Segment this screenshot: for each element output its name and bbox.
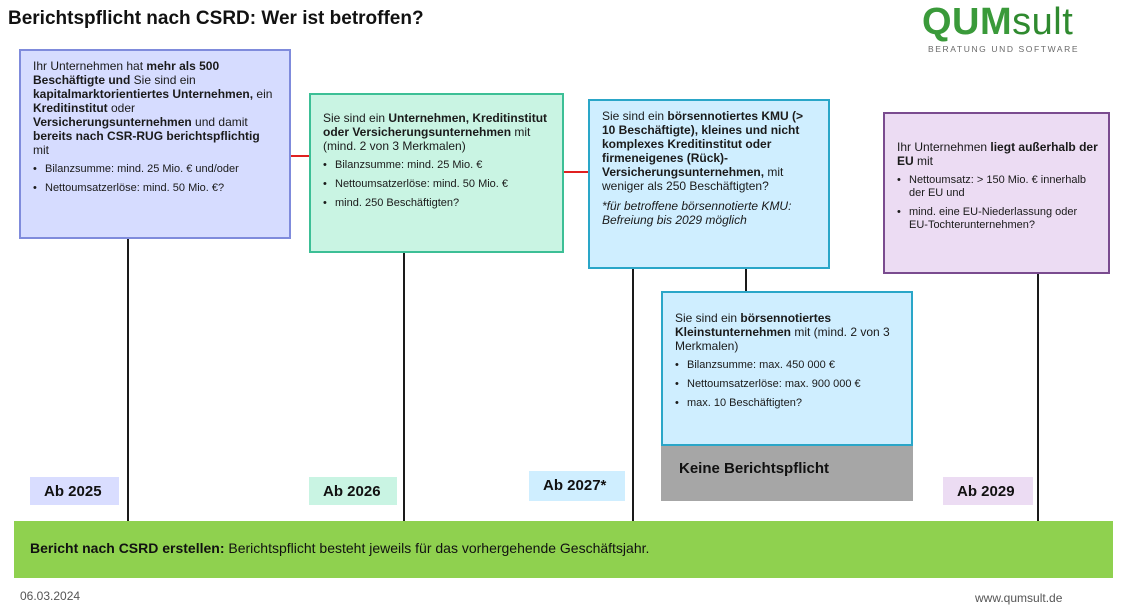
list-item: • Bilanzsumme: mind. 25 Mio. € und/oder [33, 163, 279, 176]
report-banner [14, 521, 1113, 578]
criteria-text-micro: Sie sind ein börsennotiertes Kleinstunternehmen mit (mind. 2 von 3 Merkmalen) [675, 311, 890, 353]
criteria-box-micro [661, 291, 913, 446]
timeline-line-2029 [1037, 274, 1039, 521]
criteria-list-2026 [323, 159, 552, 210]
qumsult-logo [922, 2, 1092, 58]
criteria-list-micro [675, 359, 901, 410]
year-tag-2029: Ab 2029 [943, 477, 1033, 505]
year-tag-2025: Ab 2025 [30, 477, 119, 505]
kmu-exemption-note: *für betroffene börsennotierte KMU: Befreiung bis 2029 möglich [602, 199, 792, 227]
year-tag-2026: Ab 2026 [309, 477, 397, 505]
list-item: • Nettoumsatzerlöse: max. 900 000 € [675, 378, 901, 391]
criteria-box-2027 [588, 99, 830, 269]
list-item: • Nettoumsatzerlöse: mind. 50 Mio. €? [33, 182, 279, 195]
logo-wordmark [922, 2, 1092, 42]
footer-date: 06.03.2024 [20, 589, 81, 603]
list-item: • mind. 250 Beschäftigten? [323, 197, 552, 210]
criteria-list-2025 [33, 163, 279, 195]
no-obligation-label: Keine Berichtspflicht [661, 446, 913, 501]
list-item: • max. 10 Beschäftigten? [675, 397, 901, 410]
timeline-line-2026 [403, 253, 405, 521]
criteria-box-2025 [19, 49, 291, 239]
list-item: • Bilanzsumme: mind. 25 Mio. € [323, 159, 552, 172]
criteria-text-2026: Sie sind ein Unternehmen, Kreditinstitut oder Versicherungsunternehmen mit (mind. 2 von 3 Merkmalen) [323, 111, 548, 153]
banner-bold: Bericht nach CSRD erstellen: [30, 540, 225, 556]
logo-tagline: BERATUNG UND SOFTWARE [928, 44, 1080, 54]
year-tag-2027: Ab 2027* [529, 471, 625, 501]
criteria-text-2029: Ihr Unternehmen liegt außerhalb der EU mit [897, 140, 1098, 168]
footer-url: www.qumsult.de [975, 591, 1063, 605]
list-item: • Nettoumsatzerlöse: mind. 50 Mio. € [323, 178, 552, 191]
timeline-line-2025 [127, 239, 129, 521]
logo-part-sult: sult [1012, 1, 1074, 43]
list-item: • Bilanzsumme: max. 450 000 € [675, 359, 901, 372]
connector-2026-2027 [564, 171, 588, 173]
timeline-line-2027 [632, 269, 634, 525]
page-title: Berichtspflicht nach CSRD: Wer ist betroffen? [8, 8, 424, 29]
connector-2025-2026 [291, 155, 309, 157]
list-item: • mind. eine EU-Niederlassung oder EU-Tochterunternehmen? [897, 206, 1098, 232]
banner-text: Berichtspflicht besteht jeweils für das vorhergehende Geschäftsjahr. [224, 540, 650, 556]
criteria-text-2025: Ihr Unternehmen hat mehr als 500 Beschäftigte und Sie sind ein kapitalmarktorientiertes Unternehmen, ein Kreditinstitut oder Versicherungsunternehmen und damit bereits nach CSR-RUG berichtspflichtig mit [33, 59, 273, 157]
criteria-text-2027: Sie sind ein börsennotiertes KMU (> 10 Beschäftigte), kleines und nicht komplexes Kreditinstitut oder firmeneigenes (Rück)-Versicherungsunternehmen, mit weniger als 250 Beschäftigten? [602, 109, 804, 193]
criteria-box-2029 [883, 112, 1110, 274]
criteria-list-2029 [897, 174, 1098, 232]
connector-kmu-to-micro [745, 269, 747, 291]
list-item: • Nettoumsatz: > 150 Mio. € innerhalb der EU und [897, 174, 1098, 200]
logo-part-qum: QUM [922, 1, 1013, 43]
criteria-box-2026 [309, 93, 564, 253]
